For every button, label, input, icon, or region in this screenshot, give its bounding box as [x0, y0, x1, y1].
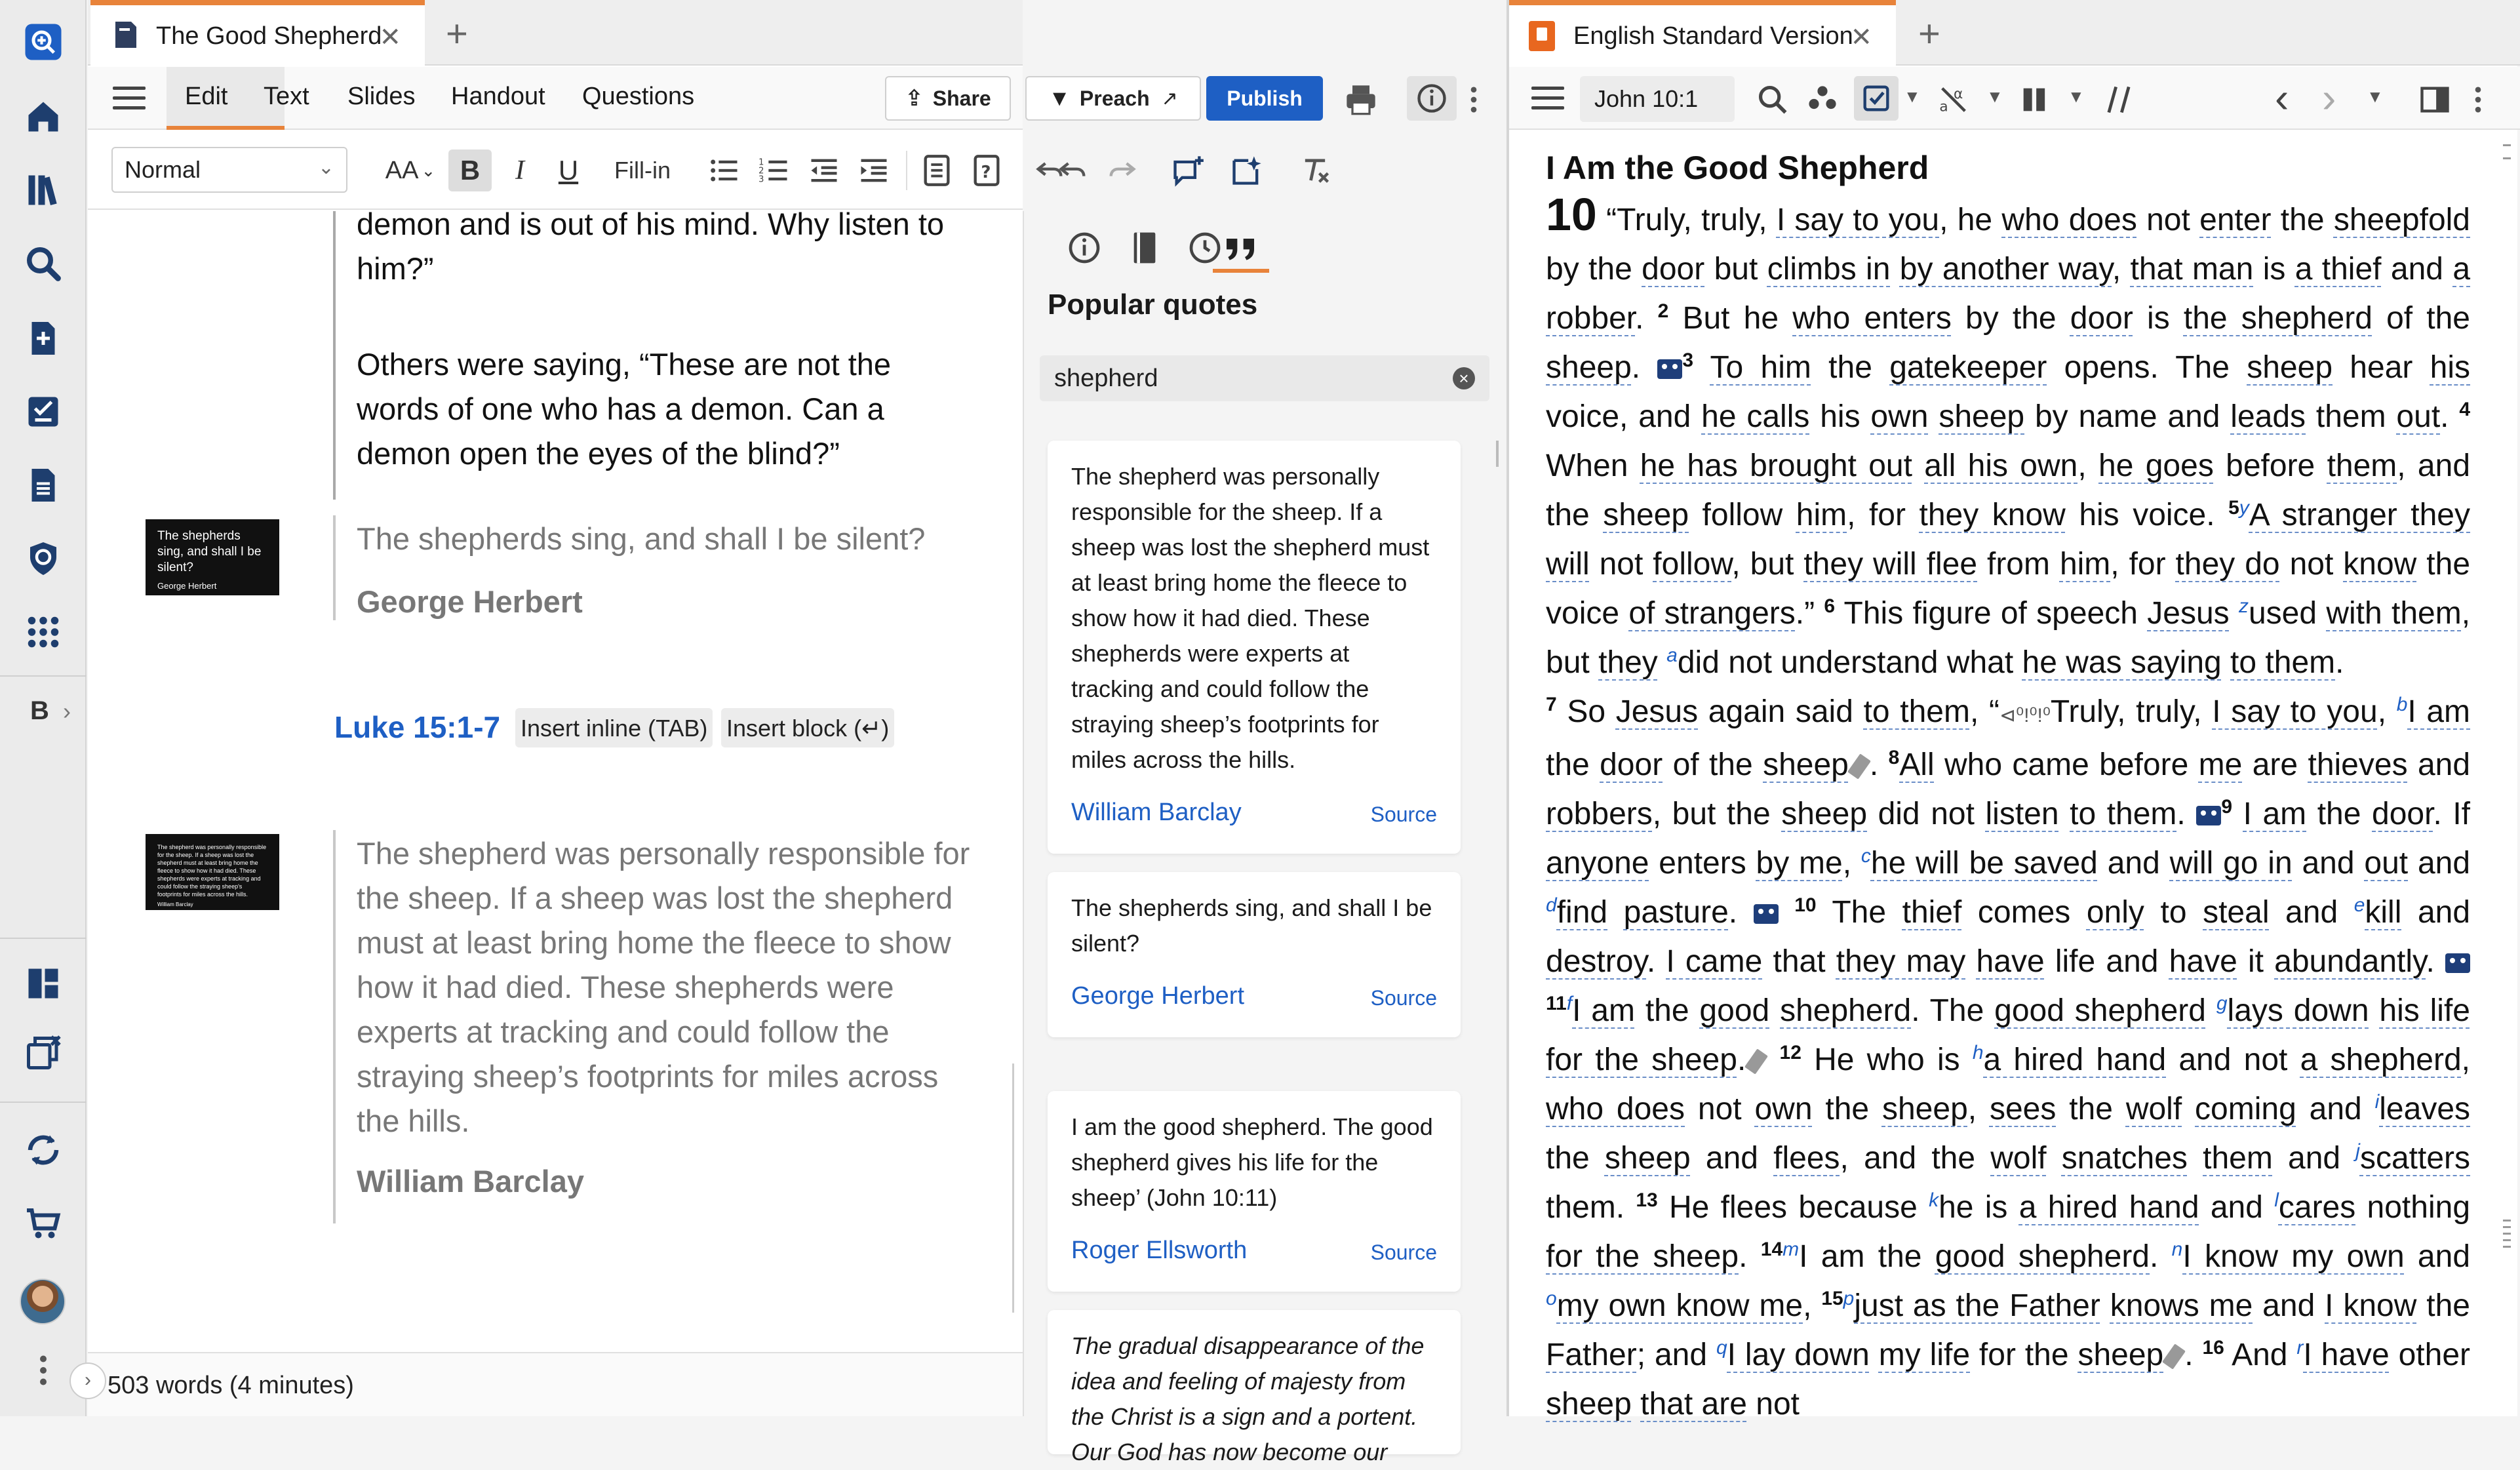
svg-text:α: α — [1954, 85, 1963, 102]
expand-panel-chevron-icon[interactable]: › — [69, 1362, 106, 1399]
quotes-panel — [1023, 211, 1505, 1465]
search-plus-icon[interactable] — [17, 16, 69, 68]
status-bar — [88, 1352, 1023, 1416]
scrollbar[interactable] — [1012, 1063, 1014, 1313]
quote-card[interactable] — [1048, 441, 1461, 854]
editor-menubar — [88, 67, 1303, 130]
clear-search-icon[interactable]: × — [1453, 367, 1475, 389]
publish-button[interactable] — [1206, 76, 1323, 121]
layout-icon[interactable] — [17, 957, 69, 1010]
preach-button[interactable] — [1025, 76, 1201, 121]
format-toolbar — [88, 131, 1023, 210]
text-line: the hills. — [357, 1103, 470, 1138]
quote-text[interactable]: The shepherds sing, and shall I be silent? — [357, 521, 926, 556]
close-icon[interactable]: ✕ — [1850, 23, 1872, 52]
text-line: The shepherd was personally responsible for — [357, 836, 970, 871]
quote-text[interactable] — [357, 831, 970, 1143]
document-add-icon[interactable] — [17, 312, 69, 365]
question-block-icon[interactable] — [965, 149, 1008, 191]
chevron-down-icon[interactable]: ▼ — [1904, 87, 1921, 106]
quotes-search-input[interactable] — [1040, 355, 1489, 401]
add-tab-icon[interactable]: + — [1918, 12, 1940, 55]
chevron-down-icon[interactable]: ▼ — [1986, 87, 2003, 106]
sidebar-divider — [0, 938, 87, 939]
text-line: experts at tracking and could follow the — [357, 1014, 890, 1049]
font-size-label: AA — [385, 156, 419, 184]
paragraph-1[interactable] — [357, 202, 944, 291]
quote-card-author[interactable]: William Barclay — [1071, 799, 1242, 826]
indent-icon[interactable] — [852, 149, 896, 191]
italic-label: I — [515, 155, 524, 186]
interlinear-icon[interactable] — [1934, 80, 1973, 119]
columns-icon[interactable] — [2015, 80, 2055, 119]
quote-card-author[interactable]: George Herbert — [1071, 982, 1245, 1010]
checklist-icon[interactable] — [1854, 76, 1899, 121]
underline-label: U — [558, 155, 579, 186]
quote-author[interactable]: William Barclay — [357, 1164, 585, 1199]
chevron-down-icon: ⌄ — [421, 160, 436, 180]
chevron-right-icon[interactable]: › — [63, 698, 71, 725]
text-line: demon open the eyes of the blind?” — [357, 436, 840, 471]
tab-handout[interactable]: Handout — [451, 83, 545, 110]
quote-slide-thumbnail[interactable] — [146, 519, 279, 595]
font-size-button[interactable] — [384, 149, 437, 191]
close-icon[interactable]: ✕ — [379, 23, 401, 52]
library-icon[interactable] — [17, 164, 69, 216]
external-link-icon: ↗ — [1161, 87, 1178, 109]
underline-button[interactable] — [547, 149, 590, 191]
scroll-marker — [2503, 1226, 2511, 1228]
quote-card[interactable] — [1048, 1310, 1461, 1465]
quote-block-line — [333, 830, 336, 1223]
forward-icon[interactable]: › — [2322, 74, 2336, 121]
avatar[interactable] — [20, 1279, 66, 1324]
active-tab-indicator — [1213, 269, 1269, 273]
clear-formatting-icon[interactable] — [1289, 149, 1341, 191]
text-line: straying sheep’s footprints for miles across — [357, 1059, 939, 1094]
apps-grid-icon[interactable] — [17, 606, 69, 658]
app-sidebar — [0, 0, 87, 1416]
scroll-marker — [2503, 157, 2511, 159]
sermon-doc-icon — [114, 20, 138, 52]
numbered-list-icon[interactable] — [753, 149, 796, 191]
bible-pane — [1506, 0, 2517, 1421]
tab-title: The Good Shepherd — [156, 22, 382, 50]
text-line: how it had died. These shepherds were — [357, 970, 894, 1004]
quote-card-footer — [1071, 796, 1437, 835]
toolbar-divider — [906, 151, 907, 190]
document-body[interactable] — [88, 207, 1023, 1352]
cart-icon[interactable] — [17, 1197, 69, 1250]
bold-button[interactable] — [448, 149, 492, 191]
sidebar-divider — [0, 1102, 87, 1103]
home-icon[interactable] — [17, 90, 69, 143]
insert-block-button[interactable]: Insert block (↵) — [721, 708, 894, 747]
quote-card-text: The shepherd was personally responsible for the sheep. If a sheep was lost the shepherd must at least bring home the fleece to show how it had died. These shepherds were experts at tracking and could follow the straying sheep’s footprints for miles across the hills. — [1071, 463, 1430, 773]
info-icon[interactable] — [1058, 222, 1111, 274]
svg-text:2: 2 — [758, 166, 764, 176]
quote-card-text: The gradual disappearance of the idea and feeling of majesty from the Christ is a sign and a portent. Our God has now become our — [1071, 1332, 1425, 1465]
quotes-search-value: shepherd — [1054, 365, 1158, 392]
sidebar-divider — [0, 675, 87, 677]
thumbnail-text: The shepherd was personally responsible for the sheep. If a sheep was lost the shepherd must at least bring home the fleece to show how it had died. These shepherds were experts at tracking and could follow the straying sheep's footprints for miles across the hills. — [157, 844, 267, 898]
back-icon[interactable]: ‹ — [2275, 74, 2289, 121]
bible-book-icon — [1529, 21, 1555, 51]
preach-icon: ▼ — [1048, 85, 1071, 111]
word-count: 503 words (4 minutes) — [108, 1372, 354, 1399]
scroll-marker — [2503, 1239, 2511, 1241]
scroll-marker — [2503, 144, 2511, 146]
search-icon[interactable] — [17, 237, 69, 290]
bold-label: B — [460, 155, 481, 186]
notes-icon[interactable] — [17, 459, 69, 511]
text-line: words of one who has a demon. Can a — [357, 391, 884, 426]
svg-text:1: 1 — [758, 157, 764, 168]
publish-label: Publish — [1227, 86, 1303, 110]
svg-text:3: 3 — [758, 174, 764, 185]
paragraph-style-value: Normal — [125, 156, 201, 183]
scroll-marker — [2503, 1246, 2511, 1248]
more-vertical-icon[interactable] — [17, 1344, 69, 1397]
tab-edit[interactable]: Edit — [185, 83, 228, 110]
scroll-marker — [2503, 1220, 2511, 1222]
sync-icon[interactable] — [17, 1124, 69, 1176]
quotes-list — [1024, 427, 1506, 1465]
parallel-icon[interactable] — [2099, 80, 2138, 119]
tab-english-standard-version[interactable] — [1509, 0, 1896, 67]
share-button[interactable] — [885, 76, 1011, 121]
hamburger-menu-icon[interactable] — [113, 87, 146, 110]
quote-card-text: I am the good shepherd. The good shepherd gives his life for the sheep’ (John 10:11) — [1071, 1113, 1433, 1211]
thumbnail-text: The shepherds sing, and shall I be silent? — [157, 529, 262, 574]
quote-card-footer — [1071, 1234, 1437, 1273]
people-icon[interactable] — [1803, 80, 1842, 119]
quote-card-footer — [1071, 980, 1437, 1019]
fill-in-button[interactable] — [600, 149, 684, 191]
undo-icon[interactable] — [1046, 149, 1099, 191]
split-view-icon[interactable] — [2415, 80, 2454, 119]
more-vertical-icon[interactable] — [2466, 80, 2490, 119]
quote-card[interactable] — [1048, 872, 1461, 1037]
panel-title: Popular quotes — [1048, 288, 1258, 321]
tab-slides[interactable]: Slides — [347, 83, 416, 110]
redo-icon[interactable] — [1096, 149, 1149, 191]
outdent-icon[interactable] — [802, 149, 846, 191]
insert-inline-button[interactable]: Insert inline (TAB) — [515, 708, 713, 747]
quote-card-text: The shepherds sing, and shall I be silent? — [1071, 894, 1432, 957]
paragraph-style-select[interactable] — [111, 147, 347, 193]
sidebar-b-label[interactable]: B — [30, 696, 49, 725]
bible-toolbar — [1509, 67, 2520, 130]
scrollbar[interactable] — [2499, 144, 2515, 1403]
fill-in-label: Fill-in — [614, 157, 671, 184]
panel-tabs — [1024, 211, 1506, 274]
quote-author[interactable]: George Herbert — [357, 584, 583, 619]
bible-text[interactable] — [1546, 144, 2470, 1429]
checklist-icon[interactable] — [17, 386, 69, 438]
chevron-down-icon[interactable]: ▼ — [2068, 87, 2085, 106]
reference-input[interactable] — [1580, 76, 1735, 122]
quote-card-author[interactable]: Roger Ellsworth — [1071, 1237, 1248, 1264]
book-icon[interactable] — [1118, 222, 1171, 274]
quote-card[interactable] — [1048, 1091, 1461, 1292]
editor-tabbar — [88, 0, 1023, 66]
text-block-icon[interactable] — [915, 149, 958, 191]
paragraph-2[interactable] — [357, 342, 891, 476]
share-label: Share — [932, 86, 991, 110]
source-link[interactable]: Source — [1370, 1241, 1437, 1264]
text-line: Others were saying, “These are not the — [357, 347, 892, 382]
print-icon[interactable] — [1341, 80, 1381, 119]
copy-close-icon[interactable] — [17, 1027, 69, 1079]
scrollbar[interactable] — [1496, 441, 1499, 467]
thumbnail-author: George Herbert — [157, 581, 217, 591]
bible-passage: $^7$ So Jesus again said to them, “⊲⁰ǃ⁰ǃ⁰Truly, truly, I say to you, $^b$I am the door of the sheep . $^8$All who came before me are thieves and robbers, but the sheep did not listen to them. $^9$ I am the door. If anyone enters by me, $^c$he will be saved and will go in and out and $^d$find pasture. $^{10}$ The thief comes only to steal and $^e$kill and destroy. I came that they may have life and have it abundantly. $^{11f}$I am the good shepherd. The good shepherd $^g$lays down his life for the sheep. $^{12}$ He who is $^h$a hired hand and not a shepherd, who does not own the sheep, sees the wolf coming and $^i$leaves the sheep and flees, and the wolf snatches them and $^j$scatters them. $^{13}$ He flees because $^k$he is a hired hand and $^l$cares nothing for the sheep. $^{14m}$I am the good shepherd. $^n$I know my own and $^o$my own know me, $^{15p}$just as the Father knows me and I know the Father; and $^q$I lay down my life for the sheep . $^{16}$ And $^r$I have other sheep that are not — [1546, 694, 2471, 1421]
text-line: the sheep. If a sheep was lost the shepherd — [357, 881, 953, 915]
quotes-icon[interactable] — [1214, 222, 1267, 274]
scripture-reference-link[interactable]: Luke 15:1-7 — [334, 710, 501, 744]
preach-label: Preach — [1079, 86, 1150, 110]
svg-text:?: ? — [981, 162, 991, 182]
quote-slide-thumbnail[interactable] — [146, 834, 279, 910]
svg-text:a: a — [1939, 98, 1948, 115]
tab-questions[interactable]: Questions — [582, 83, 695, 110]
chevron-down-icon: ⌄ — [317, 157, 334, 178]
shield-icon[interactable] — [17, 532, 69, 585]
add-slide-icon[interactable] — [1162, 149, 1214, 191]
bible-passage: 10 “Truly, truly, I say to you, he who does not enter the sheepfold by the door but climbs in by another way, that man is a thief and a robber. $^2$ But he who enters by the door is the shepherd of the sheep. $^3$ To him the gatekeeper opens. The sheep hear his voice, and he calls his own sheep by name and leads them out. $^4$ When he has brought out all his own, he goes before them, and the sheep follow him, for they know his voice. $^{5y}$A stranger they will not follow, but they will flee from him, for they do not know the voice of strangers.” $^6$ This figure of speech Jesus $^z$used with them, but they $^a$did not understand what he was saying to them. — [1546, 189, 2471, 680]
source-link[interactable]: Source — [1370, 986, 1437, 1010]
bible-tabbar — [1509, 0, 2520, 66]
thumbnail-author: William Barclay — [157, 902, 193, 907]
source-link[interactable]: Source — [1370, 803, 1437, 826]
pericope-heading: I Am the Good Shepherd — [1546, 149, 1929, 186]
add-tab-icon[interactable]: + — [446, 12, 468, 55]
search-icon[interactable] — [1753, 80, 1792, 119]
tab-text[interactable]: Text — [264, 83, 309, 110]
tab-title: English Standard Version — [1573, 22, 1853, 50]
hamburger-menu-icon[interactable] — [1531, 87, 1564, 110]
quote-block-line — [333, 515, 336, 620]
chevron-down-icon[interactable]: ▼ — [2367, 87, 2384, 106]
text-line: him?” — [357, 251, 434, 286]
bullet-list-icon[interactable] — [703, 149, 746, 191]
text-line: must at least bring home the fleece to show — [357, 925, 951, 960]
share-icon: ⇪ — [905, 86, 924, 111]
block-indicator-line — [333, 211, 336, 500]
magic-sparkle-icon[interactable] — [1221, 149, 1273, 191]
more-vertical-icon[interactable] — [1462, 80, 1486, 119]
reference-value: John 10:1 — [1594, 85, 1699, 112]
tab-the-good-shepherd[interactable] — [90, 0, 425, 67]
info-icon[interactable] — [1407, 76, 1457, 121]
text-line: demon and is out of his mind. Why listen to — [357, 207, 945, 241]
italic-button[interactable] — [498, 149, 541, 191]
scroll-marker — [2503, 1233, 2511, 1235]
